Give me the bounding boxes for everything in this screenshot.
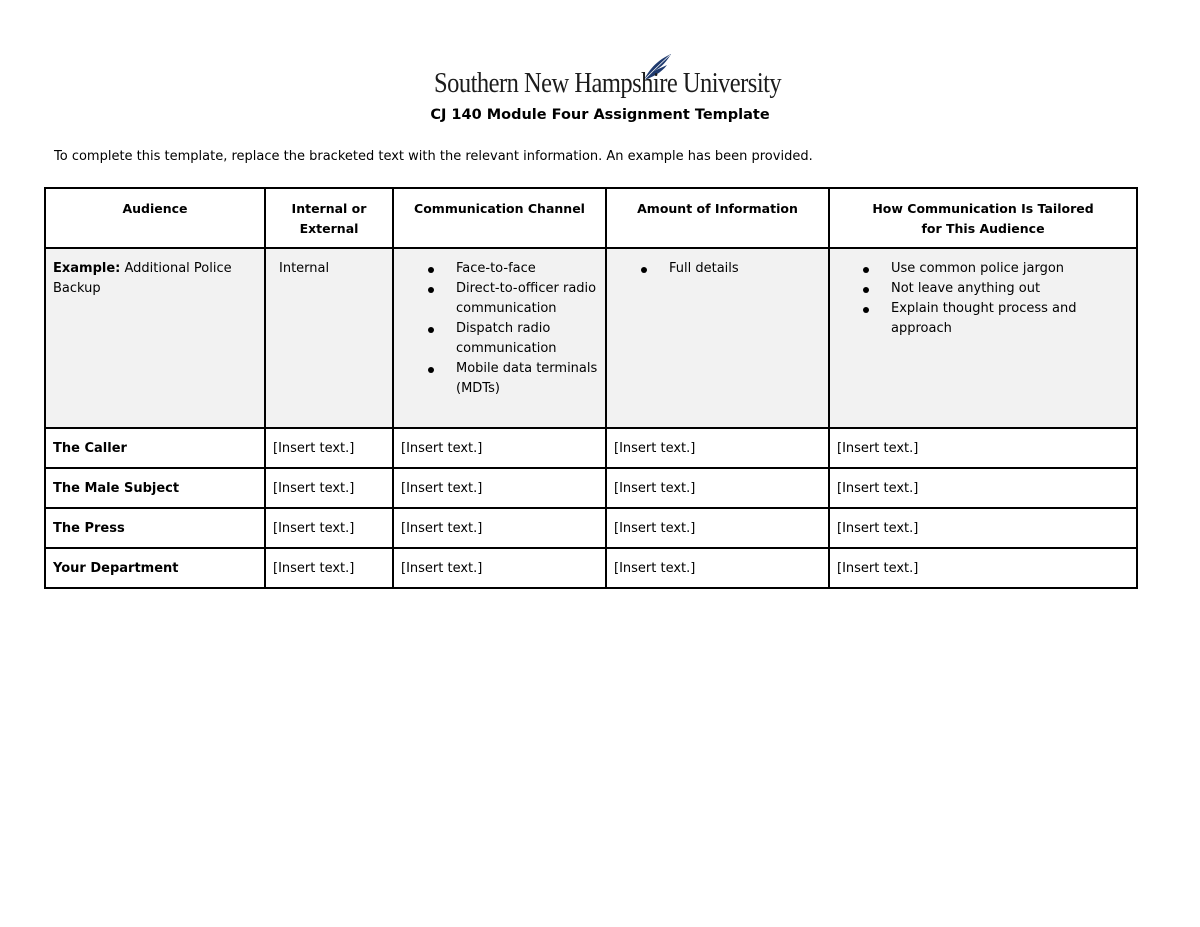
- example-label: Example:: [53, 261, 121, 276]
- tailored-item: Not leave anything out: [891, 281, 1041, 296]
- example-tailored-cell: [829, 248, 1137, 428]
- editable-cell[interactable]: [Insert text.]: [393, 508, 606, 548]
- bullet-icon: [863, 287, 869, 293]
- bullet-icon: [428, 327, 434, 333]
- table-row: [45, 508, 1137, 548]
- list-item: [401, 259, 598, 279]
- tailored-item: Use common police jargon: [891, 261, 1065, 276]
- header-row: [45, 188, 1137, 248]
- bullet-icon: [641, 267, 647, 273]
- bullet-icon: [863, 267, 869, 273]
- channel-item: Direct-to-officer radio communication: [456, 281, 597, 316]
- column-header-audience: Audience: [45, 188, 265, 248]
- column-header-how-tailored-label: How Communication Is Tailored for This Audience: [872, 201, 1094, 236]
- editable-cell[interactable]: [Insert text.]: [829, 468, 1137, 508]
- example-amount-cell: [606, 248, 829, 428]
- audience-cell: The Press: [45, 508, 265, 548]
- document-title: CJ 140 Module Four Assignment Template: [430, 107, 770, 123]
- editable-cell[interactable]: [Insert text.]: [393, 428, 606, 468]
- channel-item: Mobile data terminals (MDTs): [456, 361, 598, 396]
- example-row: [45, 248, 1137, 428]
- table-row: [45, 428, 1137, 468]
- column-header-how-tailored: [829, 188, 1137, 248]
- tailored-list: [837, 259, 1129, 339]
- editable-cell[interactable]: [Insert text.]: [393, 468, 606, 508]
- bullet-icon: [863, 307, 869, 313]
- channel-item: Face-to-face: [456, 261, 536, 276]
- amount-list: [614, 259, 821, 279]
- list-item: [837, 299, 1129, 339]
- audience-cell: The Male Subject: [45, 468, 265, 508]
- example-audience-cell: [45, 248, 265, 428]
- university-logo: [434, 52, 782, 104]
- editable-cell[interactable]: [Insert text.]: [265, 428, 393, 468]
- logo-text: Southern New Hampshire University: [434, 68, 782, 99]
- editable-cell[interactable]: [Insert text.]: [829, 548, 1137, 588]
- editable-cell[interactable]: [Insert text.]: [606, 508, 829, 548]
- list-item: [837, 279, 1129, 299]
- list-item: [401, 319, 598, 359]
- editable-cell[interactable]: [Insert text.]: [606, 548, 829, 588]
- column-header-communication-channel: Communication Channel: [393, 188, 606, 248]
- editable-cell[interactable]: [Insert text.]: [265, 548, 393, 588]
- column-header-internal-external-label: Internal or External: [291, 201, 367, 236]
- example-internal-external: Internal: [279, 261, 330, 276]
- editable-cell[interactable]: [Insert text.]: [393, 548, 606, 588]
- editable-cell[interactable]: [Insert text.]: [606, 428, 829, 468]
- assignment-table: [44, 187, 1138, 589]
- list-item: [401, 279, 598, 319]
- column-header-amount-information: Amount of Information: [606, 188, 829, 248]
- table-row: [45, 468, 1137, 508]
- example-internal-external-cell: [265, 248, 393, 428]
- example-channel-cell: [393, 248, 606, 428]
- list-item: [401, 359, 598, 399]
- editable-cell[interactable]: [Insert text.]: [829, 508, 1137, 548]
- tailored-item: Explain thought process and approach: [891, 301, 1077, 336]
- channel-list: [401, 259, 598, 399]
- bullet-icon: [428, 267, 434, 273]
- column-header-internal-external: [265, 188, 393, 248]
- editable-cell[interactable]: [Insert text.]: [265, 468, 393, 508]
- editable-cell[interactable]: [Insert text.]: [606, 468, 829, 508]
- list-item: [614, 259, 821, 279]
- audience-cell: The Caller: [45, 428, 265, 468]
- list-item: [837, 259, 1129, 279]
- channel-item: Dispatch radio communication: [456, 321, 557, 356]
- amount-item: Full details: [669, 261, 739, 276]
- editable-cell[interactable]: [Insert text.]: [265, 508, 393, 548]
- audience-cell: Your Department: [45, 548, 265, 588]
- editable-cell[interactable]: [Insert text.]: [829, 428, 1137, 468]
- bullet-icon: [428, 287, 434, 293]
- example-audience-value: Additional Police Backup: [53, 261, 232, 296]
- instructions-text: To complete this template, replace the bracketed text with the relevant information. An example has been provided.: [54, 149, 813, 164]
- table-row: [45, 548, 1137, 588]
- bullet-icon: [428, 367, 434, 373]
